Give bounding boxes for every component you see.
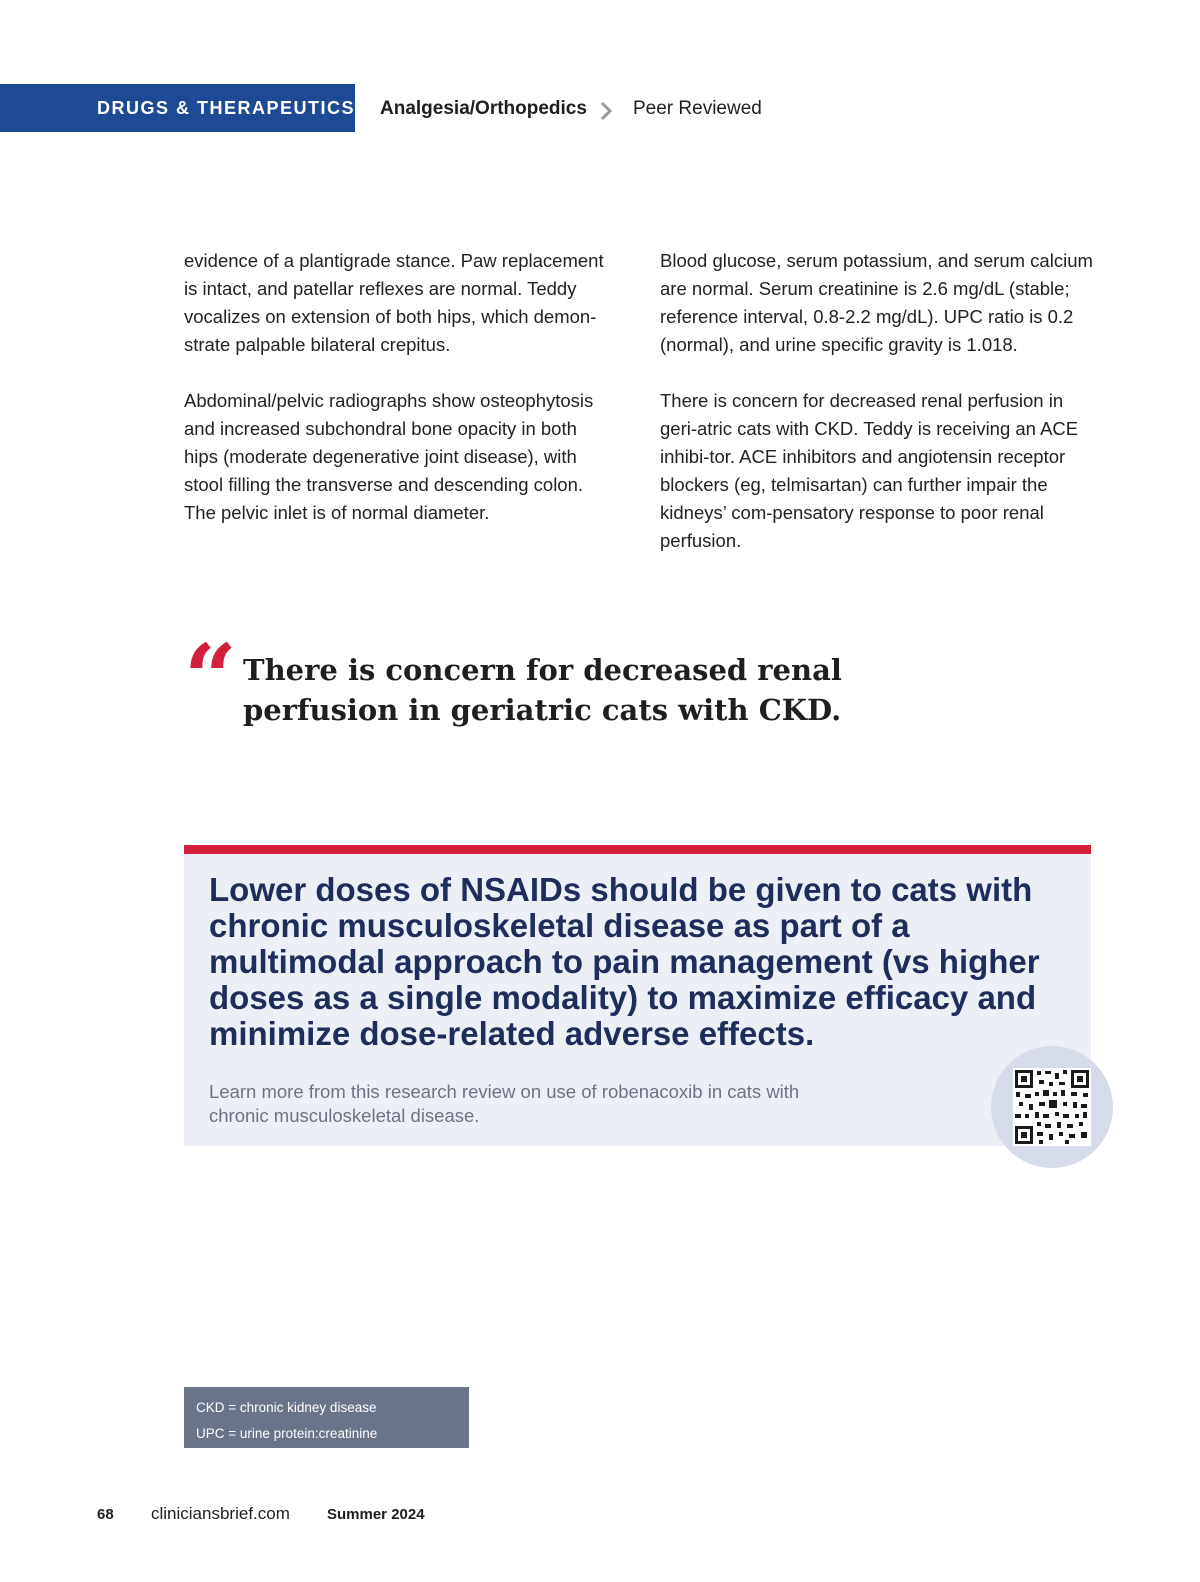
breadcrumb-category[interactable]: Analgesia/Orthopedics [380,98,587,119]
paragraph: evidence of a plantigrade stance. Paw replacement is intact, and patellar reflexes are normal. Teddy vocalizes on extension of both hips, which demon-strate palpable bilateral crepitus. [184,250,604,355]
callout-accent-bar [184,845,1091,854]
paragraph: Blood glucose, serum potassium, and serum calcium are normal. Serum creatinine is 2.6 mg/dL (stable; reference interval, 0.8-2.2 mg/dL). UPC ratio is 0.2 (normal), and urine specific gravity is 1.018. [660,250,1093,355]
section-tab [0,84,355,132]
quote-mark-icon: “ [184,624,237,732]
callout-link-text[interactable]: Learn more from this research review on use of robenacoxib in cats with chronic musculoskeletal disease. [209,1081,800,1126]
callout-headline: Lower doses of NSAIDs should be given to cats with chronic musculoskeletal disease as part of a multimodal approach to pain management (vs higher doses as a single modality) to maximize efficacy and minimize dose-related adverse effects. [209,871,1040,1052]
issue-label: Summer 2024 [327,1506,425,1523]
abbreviation: UPC = urine protein:creatinine [196,1426,378,1441]
body-column-right [660,247,1100,583]
qr-code-icon[interactable] [1013,1068,1091,1146]
breadcrumb-status: Peer Reviewed [633,98,762,119]
paragraph: Abdominal/pelvic radiographs show osteophytosis and increased subchondral bone opacity in both hips (moderate degenerative joint disease), with stool filling the transverse and descending colon. The pelvic inlet is of normal diameter. [184,390,594,523]
abbreviations-box [184,1387,469,1448]
site-url[interactable]: cliniciansbrief.com [151,1504,290,1523]
abbreviation: CKD = chronic kidney disease [196,1400,377,1415]
body-column-left [184,247,614,555]
paragraph: There is concern for decreased renal perfusion in geri-atric cats with CKD. Teddy is receiving an ACE inhibi-tor. ACE inhibitors and angiotensin receptor blockers (eg, telmisartan) can further impair the kidneys’ com-pensatory response to poor renal perfusion. [660,390,1079,551]
section-label: DRUGS & THERAPEUTICS [97,97,356,118]
callout-box [184,854,1091,1146]
pull-quote: There is concern for decreased renal perfusion in geriatric cats with CKD. [243,653,842,727]
page-number: 68 [97,1506,114,1523]
chevron-right-icon [598,101,614,121]
